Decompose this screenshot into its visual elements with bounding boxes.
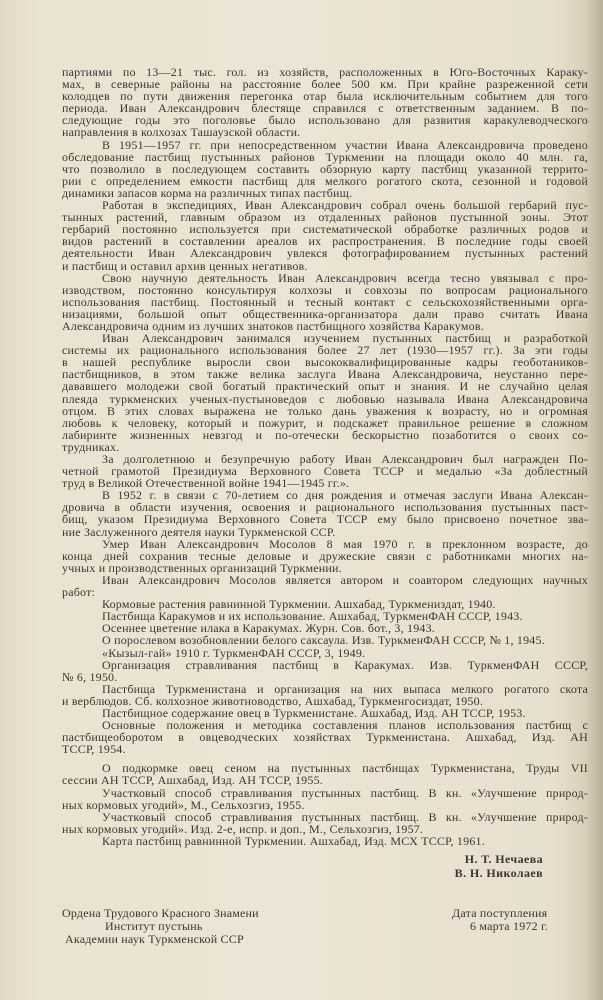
bibliography-item: [62, 787, 588, 811]
text-line: использования пастбищ. Постоянный и тесный контакт с сельскохозяйственными орга-: [62, 294, 588, 309]
text-line: работ:: [62, 585, 96, 600]
institution-line: Ордена Трудового Красного Знамени: [62, 906, 259, 920]
paragraph: [62, 489, 588, 537]
text-line: Пастбища Каракумов и их использование. Ашхабад, ТуркменФАН СССР, 1943.: [102, 609, 523, 624]
bibliography-item: [62, 835, 588, 847]
bibliography-item: [62, 811, 588, 835]
text-line: Карта пастбищ равнинной Туркмении. Ашхабад, Изд. МСХ ТССР, 1961.: [102, 833, 485, 848]
bibliography-item: [62, 719, 588, 755]
text-line: Свою научную деятельность Иван Александрович всегда тесно увязывал с про-: [102, 270, 588, 285]
text-line: системы их рационального использования более 27 лет (1930—1957 гг.). За эти годы: [62, 343, 588, 358]
paragraph: [62, 332, 588, 453]
received-label: Дата поступления: [452, 906, 548, 920]
text-line: В 1951—1957 гг. при непосредственном участии Ивана Александровича проведено: [102, 137, 588, 152]
text-line: любовь к человеку, который и пожурит, и подскажет правильное решение в сложном: [62, 415, 588, 430]
author-name: В. Н. Николаев: [454, 866, 543, 880]
bibliography-item: [62, 659, 588, 683]
text-line: гербарий постоянно используется при систематической обработке различных родов и: [62, 222, 588, 237]
article-body: [62, 66, 588, 847]
text-line: конца дней сохранив тесные деловые и дружеские связи с работниками многих на-: [62, 548, 588, 563]
text-line: ние Заслуженного деятеля науки Туркменской ССР.: [62, 524, 336, 539]
text-line: трудниках.: [62, 439, 120, 454]
text-line: Александровича одним из лучших знатоков пастбищного хозяйства Каракумов.: [62, 318, 484, 333]
paragraph: [62, 574, 588, 598]
bibliography-item: [62, 762, 588, 786]
text-line: отцом. В этих словах выражена не только дань уважения к возрасту, но и огромная: [62, 403, 588, 418]
text-line: деятельности Иван Александрович увлекся фотографированием пустынных растений: [62, 246, 588, 261]
text-line: Осеннее цветение илака в Каракумах. Журн. Сов. бот., 3, 1943.: [102, 621, 436, 636]
text-line: Участковый способ стравливания пустынных пастбищ. В кн. «Улучшение природ-: [102, 809, 588, 824]
text-line: пастбищников, в этом также велика заслуга Ивана Александровича, неустанно пере-: [62, 367, 588, 382]
bibliography-item: [62, 683, 588, 707]
text-line: бищ, указом Президиума Верховного Совета ТССР ему было присвоено почетное зва-: [62, 512, 588, 527]
bibliography-item: [62, 634, 588, 646]
text-line: четной грамотой Президиума Верховного Совета ТССР и медалью «За доблестный: [62, 464, 588, 479]
paragraph: [62, 139, 588, 199]
text-line: труд в Великой Отечественной войне 1941—1945 гг.».: [62, 476, 350, 491]
paragraph: [62, 272, 588, 332]
text-line: колодцев по пути движения перегонка отар была исключительным событием для того: [62, 89, 588, 104]
text-line: Пастбищное содержание овец в Туркменистане. Ашхабад, Изд. АН ТССР, 1953.: [102, 705, 526, 720]
bibliography-item: [62, 647, 588, 659]
text-line: О подкормке овец сеном на пустынных пастбищах Туркменистана, Труды VII: [102, 761, 588, 776]
author-name: Н. Т. Нечаева: [464, 852, 543, 866]
text-line: Участковый способ стравливания пустынных пастбищ. В кн. «Улучшение природ-: [102, 785, 588, 800]
text-line: что позволило в последующем составить обзорную карту пастбищ указанной террито-: [62, 161, 588, 176]
text-line: мах, в северные районы на расстояние более 500 км. При крайне разреженной сети: [62, 77, 588, 92]
text-line: Иван Александрович Мосолов является автором и соавтором следующих научных: [102, 572, 588, 587]
text-line: рии с определением емкости пастбищ для мелкого рогатого скота, сезонной и годовой: [62, 173, 588, 188]
text-line: «Кызыл-гай» 1910 г. ТуркменФАН СССР, 3, 1949.: [102, 645, 366, 660]
text-line: и пастбищ и оставил архив ценных негативов.: [62, 258, 308, 273]
text-line: учных и производственных организаций Туркмении.: [62, 560, 342, 575]
text-line: Основные положения и методика составления планов использования пастбищ с: [102, 718, 588, 733]
text-line: дававшего молодежи свой богатый практический опыт и знания. И не случайно целая: [62, 379, 588, 394]
text-line: ных кормовых угодий», М., Сельхозгиз, 1955.: [62, 797, 305, 812]
text-line: тынных растений, главным образом из отдаленных районов пустынной зоны. Этот: [62, 210, 588, 225]
text-line: ТССР, 1954.: [62, 742, 126, 757]
institution-line: Институт пустынь: [105, 919, 203, 933]
text-line: Кормовые растения равнинной Туркмении. Ашхабад, Туркмениздат, 1940.: [102, 597, 496, 612]
received-date: 6 марта 1972 г.: [470, 919, 548, 933]
text-line: О порослевом возобновлении белого саксаула. Изв. ТуркменФАН СССР, № 1, 1945.: [102, 633, 545, 648]
text-line: Работая в экспедициях, Иван Александрович собрал очень большой гербарий пус-: [102, 198, 588, 213]
text-line: Организация стравливания пастбищ в Каракумах. Изв. ТуркменФАН СССР,: [102, 657, 588, 672]
text-line: видов растений в составлении ареалов их распространения. В последние годы своей: [62, 234, 588, 249]
paragraph: [62, 66, 588, 139]
text-line: В 1952 г. в связи с 70-летием со дня рождения и отмечая заслуги Ивана Алексан-: [102, 488, 588, 503]
institution-line: Академии наук Туркменской ССР: [65, 932, 244, 946]
paragraph: [62, 538, 588, 574]
text-line: плеяда туркменских ученых-пустыноведов с любовью называла Ивана Александровича: [62, 391, 588, 406]
text-line: следующие годы это поголовье было использовано для развития каракулеводческого: [62, 113, 588, 128]
text-line: периода. Иван Александрович блестяще справился с ответственным заданием. В по-: [62, 101, 588, 116]
text-line: пастбищеоборотом в овцеводческих хозяйствах Туркменистана. Ашхабад, Изд. АН: [62, 730, 588, 745]
text-line: № 6, 1950.: [62, 669, 118, 684]
text-line: Умер Иван Александрович Мосолов 8 мая 1970 г. в преклонном возрасте, до: [102, 536, 588, 551]
text-line: За долголетнюю и безупречную работу Иван Александрович был награжден По-: [102, 452, 588, 466]
text-line: Пастбища Туркменистана и организация на них выпаса мелкого рогатого скота: [102, 681, 588, 696]
paragraph: [62, 199, 588, 272]
text-line: низациями, большой опыт общественника-организатора дали право считать Ивана: [62, 306, 588, 321]
paragraph: [62, 453, 588, 489]
text-line: и верблюдов. Сб. колхозное животноводство, Ашхабад, Туркменгосиздат, 1950.: [62, 693, 484, 708]
text-line: ных кормовых угодий». Изд. 2-е, испр. и доп., М., Сельхозгиз, 1957.: [62, 821, 424, 836]
text-line: сессии АН ТССР, Ашхабад, Изд. АН ТССР, 1955.: [62, 773, 323, 788]
text-line: направления в колхозах Ташаузской области.: [62, 125, 301, 140]
text-line: дровича в области изучения, освоения и рационального использования пустынных паст-: [62, 500, 588, 515]
text-line: партиями по 13—21 тыс. гол. из хозяйств, расположенных в Юго-Восточных Караку-: [62, 65, 588, 79]
text-line: изводством, постоянно консультируя колхозы и совхозы по вопросам рационального: [62, 282, 588, 297]
text-line: Иван Александрович занимался изучением пустынных пастбищ и разработкой: [102, 331, 588, 346]
text-line: лабиринте жизненных невзгод и по-отечески бескорыстно позаботится о своих со-: [62, 427, 588, 442]
text-line: обследование пастбищ пустынных районов Туркмении на площади около 40 млн. га,: [62, 149, 588, 164]
text-line: динамики запасов корма на различных типах пастбищ.: [62, 185, 353, 200]
text-line: в нашей республике выросли свои высококвалифицированные кадры геоботаников-: [62, 355, 588, 370]
